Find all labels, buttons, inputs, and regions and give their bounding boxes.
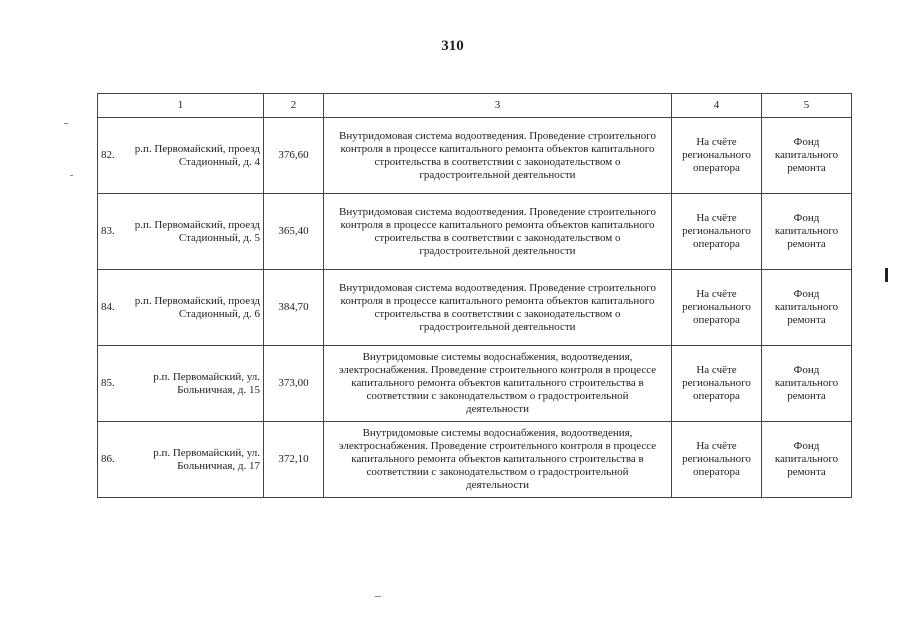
account-cell: На счёте регионального оператора <box>672 422 762 498</box>
funding-source-cell: Фонд капитального ремонта <box>762 422 852 498</box>
address-text: р.п. Первомайский, проезд Стадионный, д. 5 <box>134 218 260 244</box>
table-row <box>98 194 852 270</box>
account-cell: На счёте регионального оператора <box>672 194 762 270</box>
address-cell <box>98 118 264 194</box>
area-cell: 372,10 <box>264 422 324 498</box>
funding-source-cell: Фонд капитального ремонта <box>762 194 852 270</box>
repair-schedule-table <box>97 93 852 498</box>
address-cell <box>98 422 264 498</box>
column-header: 1 <box>98 94 264 118</box>
scan-mark <box>64 123 68 124</box>
address-cell <box>98 270 264 346</box>
work-description-cell: Внутридомовая система водоотведения. Проведение строительного контроля в процессе капитального ремонта объектов капитального строительства в соответствии с законодательством о градостроительной деятельности <box>324 194 672 270</box>
address-text: р.п. Первомайский, ул. Больничная, д. 15 <box>153 370 260 396</box>
work-description-cell: Внутридомовая система водоотведения. Проведение строительного контроля в процессе капитального ремонта объектов капитального строительства в соответствии с законодательством о градостроительной деятельности <box>324 270 672 346</box>
address-text: р.п. Первомайский, проезд Стадионный, д. 6 <box>134 294 260 320</box>
work-description-cell: Внутридомовая система водоотведения. Проведение строительного контроля в процессе капитального ремонта объектов капитального строительства в соответствии с законодательством о градостроительной деятельности <box>324 118 672 194</box>
row-number: 86. <box>101 453 115 465</box>
scan-mark <box>885 268 888 282</box>
row-number: 82. <box>101 149 115 161</box>
funding-source-cell: Фонд капитального ремонта <box>762 270 852 346</box>
work-description-cell: Внутридомовые системы водоснабжения, водоотведения, электроснабжения. Проведение строительного контроля в процессе капитального ремонта объектов капитального строительства в соответствии с законодательством о градостроительной деятельности <box>324 346 672 422</box>
work-description-cell: Внутридомовые системы водоснабжения, водоотведения, электроснабжения. Проведение строительного контроля в процессе капитального ремонта объектов капитального строительства в соответствии с законодательством о градостроительной деятельности <box>324 422 672 498</box>
scan-mark <box>70 175 73 176</box>
account-cell: На счёте регионального оператора <box>672 270 762 346</box>
address-cell <box>98 346 264 422</box>
area-cell: 376,60 <box>264 118 324 194</box>
scan-mark <box>375 596 381 597</box>
account-cell: На счёте регионального оператора <box>672 346 762 422</box>
area-cell: 365,40 <box>264 194 324 270</box>
table-row <box>98 270 852 346</box>
column-header: 2 <box>264 94 324 118</box>
table-row <box>98 118 852 194</box>
funding-source-cell: Фонд капитального ремонта <box>762 346 852 422</box>
table-header-row <box>98 94 852 118</box>
area-cell: 373,00 <box>264 346 324 422</box>
row-number: 83. <box>101 225 115 237</box>
table-row <box>98 346 852 422</box>
address-text: р.п. Первомайский, ул. Больничная, д. 17 <box>153 446 260 472</box>
account-cell: На счёте регионального оператора <box>672 118 762 194</box>
column-header: 3 <box>324 94 672 118</box>
row-number: 85. <box>101 377 115 389</box>
row-number: 84. <box>101 301 115 313</box>
address-cell <box>98 194 264 270</box>
address-text: р.п. Первомайский, проезд Стадионный, д. 4 <box>134 142 260 168</box>
page-number: 310 <box>441 38 464 54</box>
column-header: 5 <box>762 94 852 118</box>
area-cell: 384,70 <box>264 270 324 346</box>
funding-source-cell: Фонд капитального ремонта <box>762 118 852 194</box>
table-row <box>98 422 852 498</box>
column-header: 4 <box>672 94 762 118</box>
